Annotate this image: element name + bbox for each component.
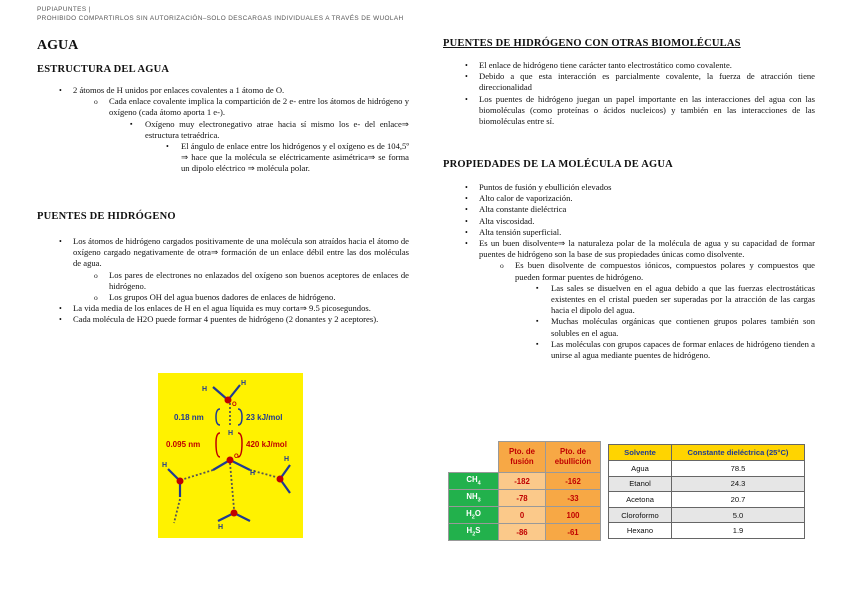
atom-h-label: H <box>228 430 234 437</box>
header-constante: Constante dieléctrica (25°C) <box>672 445 805 461</box>
atom-h-label: H <box>202 386 208 393</box>
table-row <box>609 476 805 492</box>
list-item: o Los pares de electrones no enlazados del oxígeno son buenos aceptores de enlaces de hidrógeno. <box>37 270 409 292</box>
list-item: ▪ Las sales se disuelven en el agua debido a que las fuerzas electrostáticas existentes en el cristal pueden ser superadas por la atracción de las cargas hacia el dipolo del agua. <box>443 283 815 317</box>
fusion-cell: -182 <box>499 473 546 490</box>
list-item: • Alto calor de vaporización. <box>443 193 815 204</box>
table-row <box>449 473 601 490</box>
heading-puentes-biomoleculas: PUENTES DE HIDRÓGENO CON OTRAS BIOMOLÉCULAS <box>443 38 741 49</box>
heading-puentes: PUENTES DE HIDRÓGENO <box>37 211 176 222</box>
list-puentes <box>37 236 409 326</box>
table-row <box>609 492 805 508</box>
hydrogen-bond-figure <box>158 373 303 538</box>
atom-o-label: O <box>234 454 239 460</box>
header-line-2: PROHIBIDO COMPARTIRLOS SIN AUTORIZACIÓN–SOLO DESCARGAS INDIVIDUALES A TRAVÉS DE WUOLAH <box>37 14 404 22</box>
table-row <box>449 507 601 524</box>
list-item: • Es un buen disolvente⇒ la naturaleza polar de la molécula de agua y su capacidad de formar puentes de hidrógeno son la base de sus propiedades únicas como disolvente. <box>443 238 815 260</box>
table-row <box>609 507 805 523</box>
list-item: • Cada molécula de H2O puede formar 4 puentes de hidrógeno (2 donantes y 2 aceptores). <box>37 314 409 325</box>
list-item: o Es buen disolvente de compuestos iónicos, compuestos polares y compuestos que pueden formar puentes de hidrógeno. <box>443 260 815 282</box>
list-item: • 2 átomos de H unidos por enlaces covalentes a 1 átomo de O. <box>37 85 409 96</box>
list-item: ▪ Muchas moléculas orgánicas que contienen grupos polares también son solubles en el agua. <box>443 316 815 338</box>
solvent-cell: Etanol <box>609 476 672 492</box>
header-solvente: Solvente <box>609 445 672 461</box>
page-title: AGUA <box>37 38 79 53</box>
list-item: • Alta constante dieléctrica <box>443 204 815 215</box>
energy-label-hbond: 23 kJ/mol <box>246 413 283 422</box>
header-fusion: Pto. de fusión <box>499 442 546 473</box>
list-biomoleculas <box>443 60 815 127</box>
distance-label-hbond: 0.18 nm <box>174 413 204 422</box>
value-cell: 1.9 <box>672 523 805 539</box>
list-item: • Los átomos de hidrógeno cargados positivamente de una molécula son atraídos hacia el átomo de oxígeno cargado negativamente de otra⇒ formación de un enlace débil entre las dos moléculas de agua. <box>37 236 409 270</box>
list-item: ▪ Las moléculas con grupos capaces de formar enlaces de hidrógeno tienden a unirse al agua mediante puentes de hidrógeno. <box>443 339 815 361</box>
atom-h-label: H <box>218 524 224 531</box>
compound-cell: $H_2S$ <box>449 524 499 541</box>
list-estructura <box>37 85 409 175</box>
solvent-cell: Agua <box>609 461 672 477</box>
dielectric-constant-table <box>608 444 805 539</box>
water-molecules-diagram <box>158 373 303 538</box>
melting-boiling-table <box>448 441 601 541</box>
energy-label-covalent: 420 kJ/mol <box>246 440 287 449</box>
compound-cell: $NH_3$ <box>449 490 499 507</box>
atom-h-label: H <box>250 470 256 477</box>
table-row <box>449 490 601 507</box>
table-row <box>609 461 805 477</box>
list-item: o Los grupos OH del agua buenos dadores de enlaces de hidrógeno. <box>37 292 409 303</box>
table-row <box>609 523 805 539</box>
boil-cell: -61 <box>546 524 601 541</box>
list-item: • Alta tensión superficial. <box>443 227 815 238</box>
heading-estructura: ESTRUCTURA DEL AGUA <box>37 64 170 75</box>
solvent-cell: Hexano <box>609 523 672 539</box>
boil-cell: -33 <box>546 490 601 507</box>
distance-label-covalent: 0.095 nm <box>166 440 201 449</box>
atom-h-label: H <box>241 380 247 387</box>
solvent-cell: Acetona <box>609 492 672 508</box>
compound-cell: $H_2O$ <box>449 507 499 524</box>
list-item: • El enlace de hidrógeno tiene carácter tanto electrostático como covalente. <box>443 60 815 71</box>
list-item: • Debido a que esta interacción es parcialmente covalente, la fuerza de atracción tiene direccionalidad <box>443 71 815 93</box>
compound-cell: $CH_4$ <box>449 473 499 490</box>
page-header <box>37 6 404 23</box>
list-item: • Alta viscosidad. <box>443 216 815 227</box>
atom-o-label: O <box>232 402 237 408</box>
fusion-cell: -78 <box>499 490 546 507</box>
atom-h-label: H <box>284 456 290 463</box>
list-item: o Cada enlace covalente implica la compartición de 2 e- entre los átomos de hidrógeno y oxígeno (cada átomo aporta 1 e-). <box>37 96 409 118</box>
list-propiedades <box>443 182 815 361</box>
atom-h-label: H <box>162 462 168 469</box>
header-line-1: PUPIAPUNTES | <box>37 6 91 13</box>
list-item: • Los puentes de hidrógeno juegan un papel importante en las interacciones del agua con las biomoléculas (como proteínas o ácidos nucleicos) y también en las interacciones de las biomoléculas entre sí. <box>443 94 815 128</box>
boil-cell: 100 <box>546 507 601 524</box>
value-cell: 20.7 <box>672 492 805 508</box>
list-item: • El ángulo de enlace entre los hidrógenos y el oxígeno es de 104,5º ⇒ hace que la molécula se eléctricamente asimétrica⇒ se forma un dipolo eléctrico ⇒ molécula polar. <box>37 141 409 175</box>
value-cell: 78.5 <box>672 461 805 477</box>
value-cell: 24.3 <box>672 476 805 492</box>
value-cell: 5.0 <box>672 507 805 523</box>
header-ebullicion: Pto. de ebullición <box>546 442 601 473</box>
table-row <box>449 524 601 541</box>
heading-propiedades: PROPIEDADES DE LA MOLÉCULA DE AGUA <box>443 159 673 170</box>
solvent-cell: Cloroformo <box>609 507 672 523</box>
boil-cell: -162 <box>546 473 601 490</box>
list-item: ▪ Oxígeno muy electronegativo atrae hacia sí mismo los e- del enlace⇒ estructura tetraédrica. <box>37 119 409 141</box>
list-item: • Puntos de fusión y ebullición elevados <box>443 182 815 193</box>
fusion-cell: 0 <box>499 507 546 524</box>
list-item: • La vida media de los enlaces de H en el agua líquida es muy corta⇒ 9.5 picosegundos. <box>37 303 409 314</box>
fusion-cell: -86 <box>499 524 546 541</box>
